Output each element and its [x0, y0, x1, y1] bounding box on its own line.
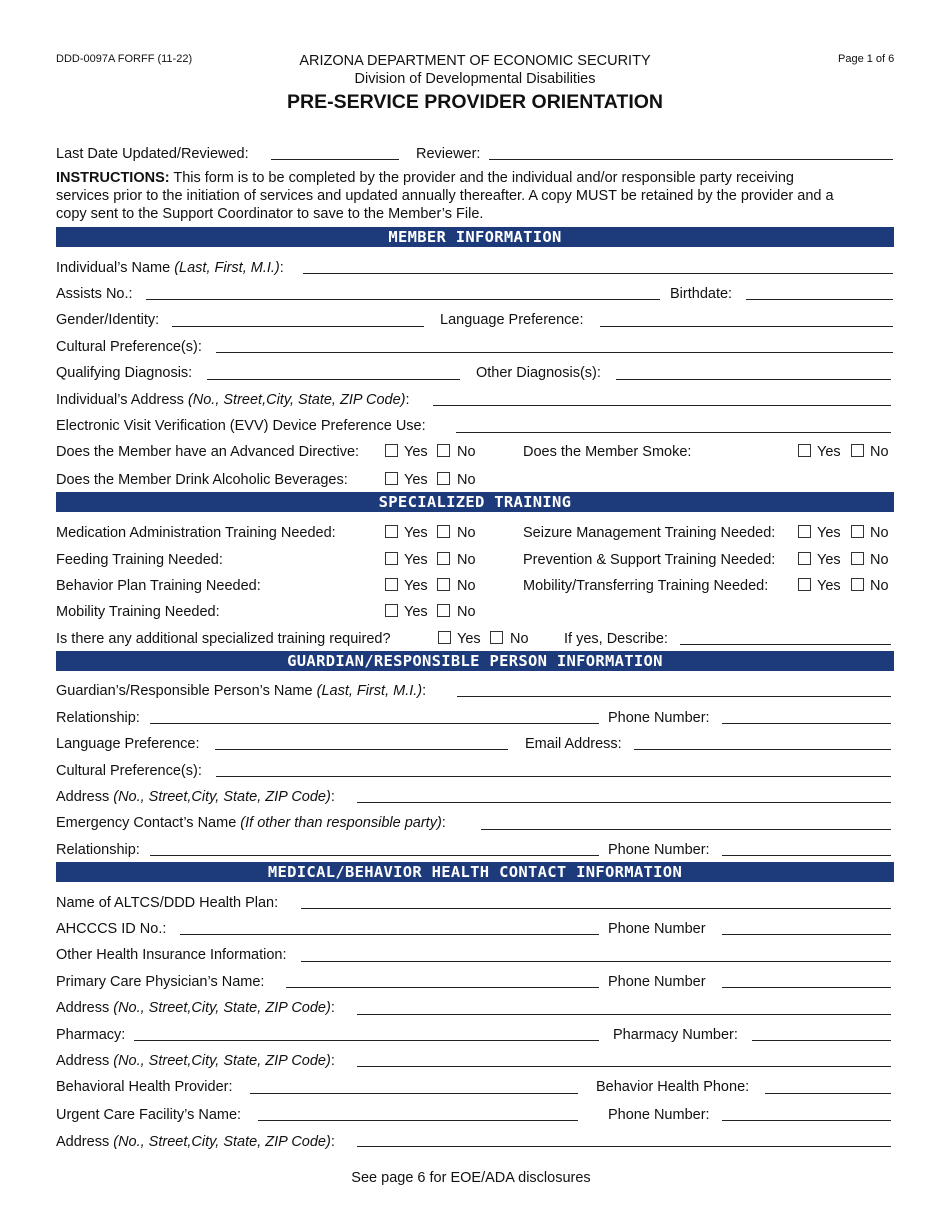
evv-field[interactable] [456, 432, 891, 433]
ahcccs-phone-label: Phone Number [608, 921, 706, 937]
smoke-yes-checkbox[interactable] [798, 444, 811, 457]
medication-yes-label: Yes [404, 525, 428, 541]
feeding-yes-checkbox[interactable] [385, 552, 398, 565]
feeding-yes-label: Yes [404, 552, 428, 568]
guardian-address-label: Address (No., Street,City, State, ZIP Code): [56, 789, 335, 805]
medication-no-checkbox[interactable] [437, 525, 450, 538]
guardian-address-field[interactable] [357, 802, 891, 803]
behavior-yes-checkbox[interactable] [385, 578, 398, 591]
health-plan-field[interactable] [301, 908, 891, 909]
additional-yes-label: Yes [457, 631, 481, 647]
pharmacy-field[interactable] [134, 1040, 599, 1041]
other-insurance-label: Other Health Insurance Information: [56, 947, 287, 963]
guardian-cultural-label: Cultural Preference(s): [56, 763, 202, 779]
seizure-no-checkbox[interactable] [851, 525, 864, 538]
other-diagnosis-label: Other Diagnosis(s): [476, 365, 601, 381]
bh-provider-label: Behavioral Health Provider: [56, 1079, 233, 1095]
other-diagnosis-field[interactable] [616, 379, 891, 380]
mobility-no-label: No [457, 604, 476, 620]
pharmacy-label: Pharmacy: [56, 1027, 126, 1043]
specialized-training-header: SPECIALIZED TRAINING [56, 492, 894, 512]
guardian-name-field[interactable] [457, 696, 891, 697]
agency-name: ARIZONA DEPARTMENT OF ECONOMIC SECURITY [299, 53, 651, 69]
mobility-yes-label: Yes [404, 604, 428, 620]
guardian-email-label: Email Address: [525, 736, 622, 752]
last-updated-label: Last Date Updated/Reviewed: [56, 146, 249, 162]
prevention-training-label: Prevention & Support Training Needed: [523, 552, 776, 568]
directive-no-checkbox[interactable] [437, 444, 450, 457]
feeding-no-checkbox[interactable] [437, 552, 450, 565]
guardian-information-header: GUARDIAN/RESPONSIBLE PERSON INFORMATION [56, 651, 894, 671]
individual-address-field[interactable] [433, 405, 891, 406]
additional-no-checkbox[interactable] [490, 631, 503, 644]
directive-yes-label: Yes [404, 444, 428, 460]
transferring-no-label: No [870, 578, 889, 594]
ahcccs-phone-field[interactable] [722, 934, 891, 935]
prevention-yes-label: Yes [817, 552, 841, 568]
member-information-header: MEMBER INFORMATION [56, 227, 894, 247]
alcohol-label: Does the Member Drink Alcoholic Beverages: [56, 472, 348, 488]
seizure-training-label: Seizure Management Training Needed: [523, 525, 776, 541]
describe-label: If yes, Describe: [564, 631, 668, 647]
birthdate-field[interactable] [746, 299, 893, 300]
guardian-relationship-field[interactable] [150, 723, 599, 724]
prevention-yes-checkbox[interactable] [798, 552, 811, 565]
emergency-relationship-label: Relationship: [56, 842, 140, 858]
birthdate-label: Birthdate: [670, 286, 733, 302]
reviewer-field[interactable] [489, 159, 893, 160]
guardian-phone-field[interactable] [722, 723, 891, 724]
division-name: Division of Developmental Disabilities [354, 71, 596, 87]
prevention-no-checkbox[interactable] [851, 552, 864, 565]
additional-no-label: No [510, 631, 529, 647]
member-language-label: Language Preference: [440, 312, 584, 328]
seizure-no-label: No [870, 525, 889, 541]
directive-yes-checkbox[interactable] [385, 444, 398, 457]
pcp-address-label: Address (No., Street,City, State, ZIP Code): [56, 1000, 335, 1016]
urgent-care-phone-label: Phone Number: [608, 1107, 710, 1123]
bh-phone-label: Behavior Health Phone: [596, 1079, 750, 1095]
other-insurance-field[interactable] [301, 961, 891, 962]
instructions-line-1: INSTRUCTIONS: This form is to be completed by the provider and the individual and/or responsible party receiving [56, 170, 794, 186]
directive-no-label: No [457, 444, 476, 460]
ahcccs-id-field[interactable] [180, 934, 599, 935]
smoke-no-label: No [870, 444, 889, 460]
seizure-yes-label: Yes [817, 525, 841, 541]
additional-yes-checkbox[interactable] [438, 631, 451, 644]
transferring-training-label: Mobility/Transferring Training Needed: [523, 578, 769, 594]
emergency-phone-label: Phone Number: [608, 842, 710, 858]
alcohol-yes-checkbox[interactable] [385, 472, 398, 485]
feeding-no-label: No [457, 552, 476, 568]
bh-provider-field[interactable] [250, 1093, 578, 1094]
member-language-field[interactable] [600, 326, 893, 327]
alcohol-yes-label: Yes [404, 472, 428, 488]
urgent-care-phone-field[interactable] [722, 1120, 891, 1121]
behavior-yes-label: Yes [404, 578, 428, 594]
guardian-language-field[interactable] [215, 749, 508, 750]
medication-no-label: No [457, 525, 476, 541]
gender-field[interactable] [172, 326, 424, 327]
urgent-care-label: Urgent Care Facility’s Name: [56, 1107, 242, 1123]
alcohol-no-checkbox[interactable] [437, 472, 450, 485]
emergency-phone-field[interactable] [722, 855, 891, 856]
reviewer-label: Reviewer: [416, 146, 481, 162]
bh-phone-field[interactable] [765, 1093, 891, 1094]
pcp-name-field[interactable] [286, 987, 599, 988]
individual-name-label: Individual’s Name (Last, First, M.I.): [56, 260, 284, 276]
assists-no-label: Assists No.: [56, 286, 133, 302]
page-title: PRE-SERVICE PROVIDER ORIENTATION [287, 91, 663, 113]
emergency-contact-field[interactable] [481, 829, 891, 830]
emergency-relationship-field[interactable] [150, 855, 599, 856]
transferring-no-checkbox[interactable] [851, 578, 864, 591]
pharmacy-number-label: Pharmacy Number: [613, 1027, 738, 1043]
medication-yes-checkbox[interactable] [385, 525, 398, 538]
instructions-line-3: copy sent to the Support Coordinator to save to the Member’s File. [56, 206, 484, 222]
assists-no-field[interactable] [146, 299, 660, 300]
medical-information-header: MEDICAL/BEHAVIOR HEALTH CONTACT INFORMATION [56, 862, 894, 882]
guardian-language-label: Language Preference: [56, 736, 200, 752]
smoke-yes-label: Yes [817, 444, 841, 460]
guardian-name-label: Guardian’s/Responsible Person’s Name (Last, First, M.I.): [56, 683, 427, 699]
smoke-label: Does the Member Smoke: [523, 444, 692, 460]
member-cultural-field[interactable] [216, 352, 893, 353]
urgent-care-address-label: Address (No., Street,City, State, ZIP Code): [56, 1134, 335, 1150]
instructions-line-2: services prior to the initiation of services and updated annually thereafter. A copy MUST be retained by the provider and a [56, 188, 834, 204]
qualifying-diagnosis-label: Qualifying Diagnosis: [56, 365, 193, 381]
member-cultural-label: Cultural Preference(s): [56, 339, 202, 355]
feeding-training-label: Feeding Training Needed: [56, 552, 223, 568]
evv-label: Electronic Visit Verification (EVV) Device Preference Use: [56, 418, 426, 434]
urgent-care-field[interactable] [258, 1120, 578, 1121]
page-number: Page 1 of 6 [838, 53, 895, 65]
guardian-email-field[interactable] [634, 749, 891, 750]
emergency-contact-label: Emergency Contact’s Name (If other than responsible party): [56, 815, 446, 831]
medication-training-label: Medication Administration Training Needed: [56, 525, 336, 541]
guardian-phone-label: Phone Number: [608, 710, 710, 726]
pcp-phone-label: Phone Number [608, 974, 706, 990]
guardian-cultural-field[interactable] [216, 776, 891, 777]
individual-address-label: Individual’s Address (No., Street,City, State, ZIP Code): [56, 392, 410, 408]
pcp-address-field[interactable] [357, 1014, 891, 1015]
footer-note: See page 6 for EOE/ADA disclosures [351, 1170, 591, 1186]
pcp-phone-field[interactable] [722, 987, 891, 988]
alcohol-no-label: No [457, 472, 476, 488]
pcp-name-label: Primary Care Physician’s Name: [56, 974, 265, 990]
prevention-no-label: No [870, 552, 889, 568]
pharmacy-number-field[interactable] [752, 1040, 891, 1041]
ahcccs-id-label: AHCCCS ID No.: [56, 921, 167, 937]
behavior-no-checkbox[interactable] [437, 578, 450, 591]
seizure-yes-checkbox[interactable] [798, 525, 811, 538]
describe-field[interactable] [680, 644, 891, 645]
gender-label: Gender/Identity: [56, 312, 160, 328]
health-plan-label: Name of ALTCS/DDD Health Plan: [56, 895, 279, 911]
mobility-training-label: Mobility Training Needed: [56, 604, 220, 620]
transferring-yes-checkbox[interactable] [798, 578, 811, 591]
pharmacy-address-field[interactable] [357, 1066, 891, 1067]
mobility-no-checkbox[interactable] [437, 604, 450, 617]
mobility-yes-checkbox[interactable] [385, 604, 398, 617]
behavior-no-label: No [457, 578, 476, 594]
directive-label: Does the Member have an Advanced Directive: [56, 444, 360, 460]
urgent-care-address-field[interactable] [357, 1146, 891, 1147]
form-id: DDD-0097A FORFF (11-22) [56, 53, 193, 65]
smoke-no-checkbox[interactable] [851, 444, 864, 457]
qualifying-diagnosis-field[interactable] [207, 379, 460, 380]
transferring-yes-label: Yes [817, 578, 841, 594]
guardian-relationship-label: Relationship: [56, 710, 140, 726]
additional-training-label: Is there any additional specialized training required? [56, 631, 391, 647]
individual-name-field[interactable] [303, 273, 893, 274]
behavior-plan-training-label: Behavior Plan Training Needed: [56, 578, 261, 594]
pharmacy-address-label: Address (No., Street,City, State, ZIP Code): [56, 1053, 335, 1069]
last-updated-field[interactable] [271, 159, 399, 160]
